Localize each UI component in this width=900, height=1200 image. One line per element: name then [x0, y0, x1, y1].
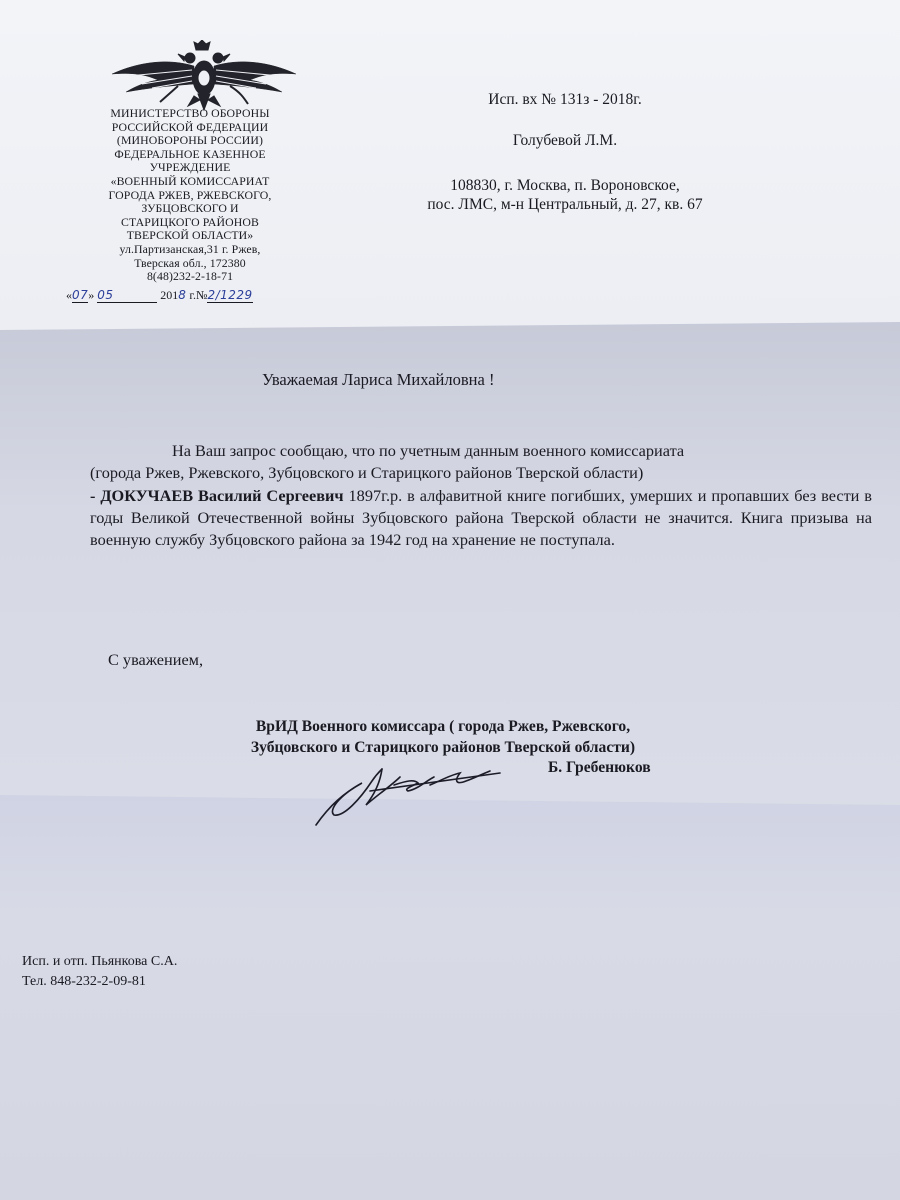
recipient-address-line: пос. ЛМС, м-н Центральный, д. 27, кв. 67 — [427, 196, 703, 213]
closing-regards: С уважением, — [108, 650, 204, 669]
signer-name: Б. Гребенюков — [548, 759, 651, 776]
recipient-name: Голубевой Л.М. — [512, 132, 618, 149]
letterhead-line: ул.Партизанская,31 г. Ржев, — [119, 241, 261, 256]
letterhead-line: (МИНОБОРОНЫ РОССИИ) — [116, 133, 264, 148]
recipient-address-line: 108830, г. Москва, п. Вороновское, — [450, 177, 680, 194]
letterhead-line: МИНИСТЕРСТВО ОБОРОНЫ — [110, 106, 270, 120]
page-bottom-fold — [0, 795, 900, 1200]
letterhead-line: УЧРЕЖДЕНИЕ — [149, 160, 231, 175]
body-line: На Ваш запрос сообщаю, что по учетным данным военного комиссариата — [172, 441, 685, 460]
executor-info — [22, 952, 177, 992]
quote-open: « — [66, 288, 72, 302]
salutation: Уважаемая Лариса Михайловна ! — [262, 370, 495, 389]
handwritten-year-digit: 8 — [178, 288, 187, 302]
letter-body — [90, 440, 872, 551]
letterhead-line: СТАРИЦКОГО РАЙОНОВ — [120, 214, 259, 229]
double-headed-eagle-icon — [108, 40, 300, 112]
letterhead-line: 8(48)232-2-18-71 — [146, 269, 234, 284]
handwritten-signature-icon — [310, 755, 520, 830]
person-name: ДОКУЧАЕВ Василий Сергеевич — [100, 485, 344, 505]
letterhead-line: «ВОЕННЫЙ КОМИССАРИАТ — [110, 173, 270, 188]
letterhead-line: ФЕДЕРАЛЬНОЕ КАЗЕННОЕ — [114, 146, 266, 161]
body-text-rest: 1897г.р. в алфавитной книге погибших, умерших и пропавших без вести в годы Великой Отечественной войны Зубцовского района Тверской области не значится. Книга призыва на военную службу Зубцовского района за 1942 год на хранение не поступала. — [90, 485, 872, 550]
incoming-reference: Исп. вх № 131з - 2018г. — [488, 91, 642, 108]
letterhead-line: ЗУБЦОВСКОГО И — [141, 201, 239, 216]
recipient-block — [380, 90, 750, 214]
letterhead-line: РОССИЙСКОЙ ФЕДЕРАЦИИ — [111, 119, 269, 134]
outgoing-date-number — [66, 288, 253, 303]
sender-letterhead — [60, 107, 320, 284]
signer-title-line: ВрИД Военного комиссара ( города Ржев, Ржевского, — [255, 718, 631, 735]
letterhead-line: ТВЕРСКОЙ ОБЛАСТИ» — [126, 228, 254, 243]
handwritten-outgoing-number: 2/1229 — [207, 288, 253, 302]
year-prefix: 201 — [160, 288, 179, 302]
body-line: (города Ржев, Ржевского, Зубцовского и Старицкого районов Тверской области) — [90, 463, 644, 483]
executor-name: Исп. и отп. Пьянкова С.А. — [22, 954, 178, 969]
number-label: г.№ — [186, 288, 208, 302]
executor-phone: Тел. 848-232-2-09-81 — [22, 974, 146, 989]
signer-title-line: Зубцовского и Старицкого районов Тверской области) — [250, 739, 636, 756]
letterhead-line: Тверская обл., 172380 — [134, 255, 246, 270]
body-paragraph — [90, 485, 872, 552]
signer-title — [188, 716, 698, 758]
dash: - — [90, 485, 101, 505]
letterhead-line: ГОРОДА РЖЕВ, РЖЕВСКОГО, — [108, 187, 272, 202]
quote-close: » — [88, 288, 95, 302]
handwritten-month: 05 — [97, 288, 157, 303]
handwritten-day: 07 — [72, 288, 89, 302]
